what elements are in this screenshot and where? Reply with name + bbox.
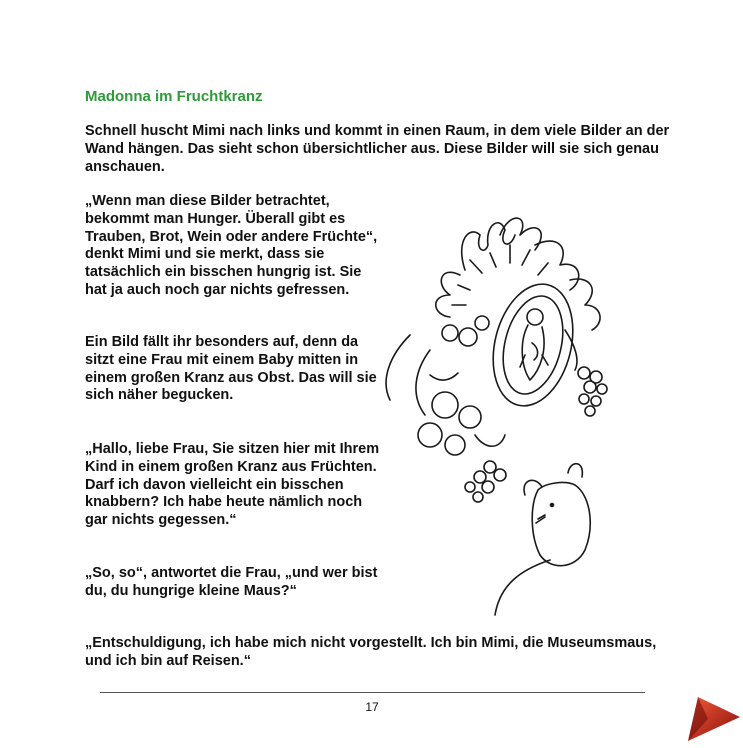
paragraph-greeting: „Hallo, liebe Frau, Sie sitzen hier mit Ihrem Kind in einem großen Kranz aus Früchten. Darf ich davon vielleicht ein bisschen knabbern? Ich habe heute nämlich noch gar nichts gegessen.“	[85, 441, 380, 529]
wreath-oval-sketch	[481, 276, 585, 415]
page-title: Madonna im Fruchtkranz	[85, 88, 263, 105]
fruit-sketch	[386, 316, 607, 502]
madonna-fruit-wreath-illustration	[370, 205, 650, 625]
paragraph-intro: Schnell huscht Mimi nach links und kommt in einen Raum, in dem viele Bilder an der Wand hängen. Das sieht schon übersichtlicher aus. Diese Bilder will sie sich genau anschauen.	[85, 123, 670, 175]
paragraph-picture: Ein Bild fällt ihr besonders auf, denn da sitzt eine Frau mit einem Baby mitten in einem großen Kranz aus Obst. Das will sie sich näher begucken.	[85, 334, 377, 404]
madonna-figure-sketch	[520, 309, 548, 380]
paragraph-end: „Entschuldigung, ich habe mich nicht vorgestellt. Ich bin Mimi, die Museumsmaus, und ich bin auf Reisen.“	[85, 635, 657, 669]
next-page-arrow-icon[interactable]	[686, 695, 740, 743]
footer-divider	[100, 692, 645, 693]
paragraph-answer: „So, so“, antwortet die Frau, „und wer bist du, du hungrige kleine Maus?“	[85, 565, 378, 599]
page-number: 17	[365, 700, 379, 714]
paragraph-hunger: „Wenn man diese Bilder betrachtet, bekommt man Hunger. Überall gibt es Trauben, Brot, Wein oder andere Früchte“, denkt Mimi und sie merkt, dass sie tatsächlich ein bisschen hungrig ist. Sie hat ja auch noch gar nichts gefressen.	[85, 193, 378, 298]
leaves-sketch	[436, 218, 600, 330]
mouse-sketch	[495, 464, 590, 615]
